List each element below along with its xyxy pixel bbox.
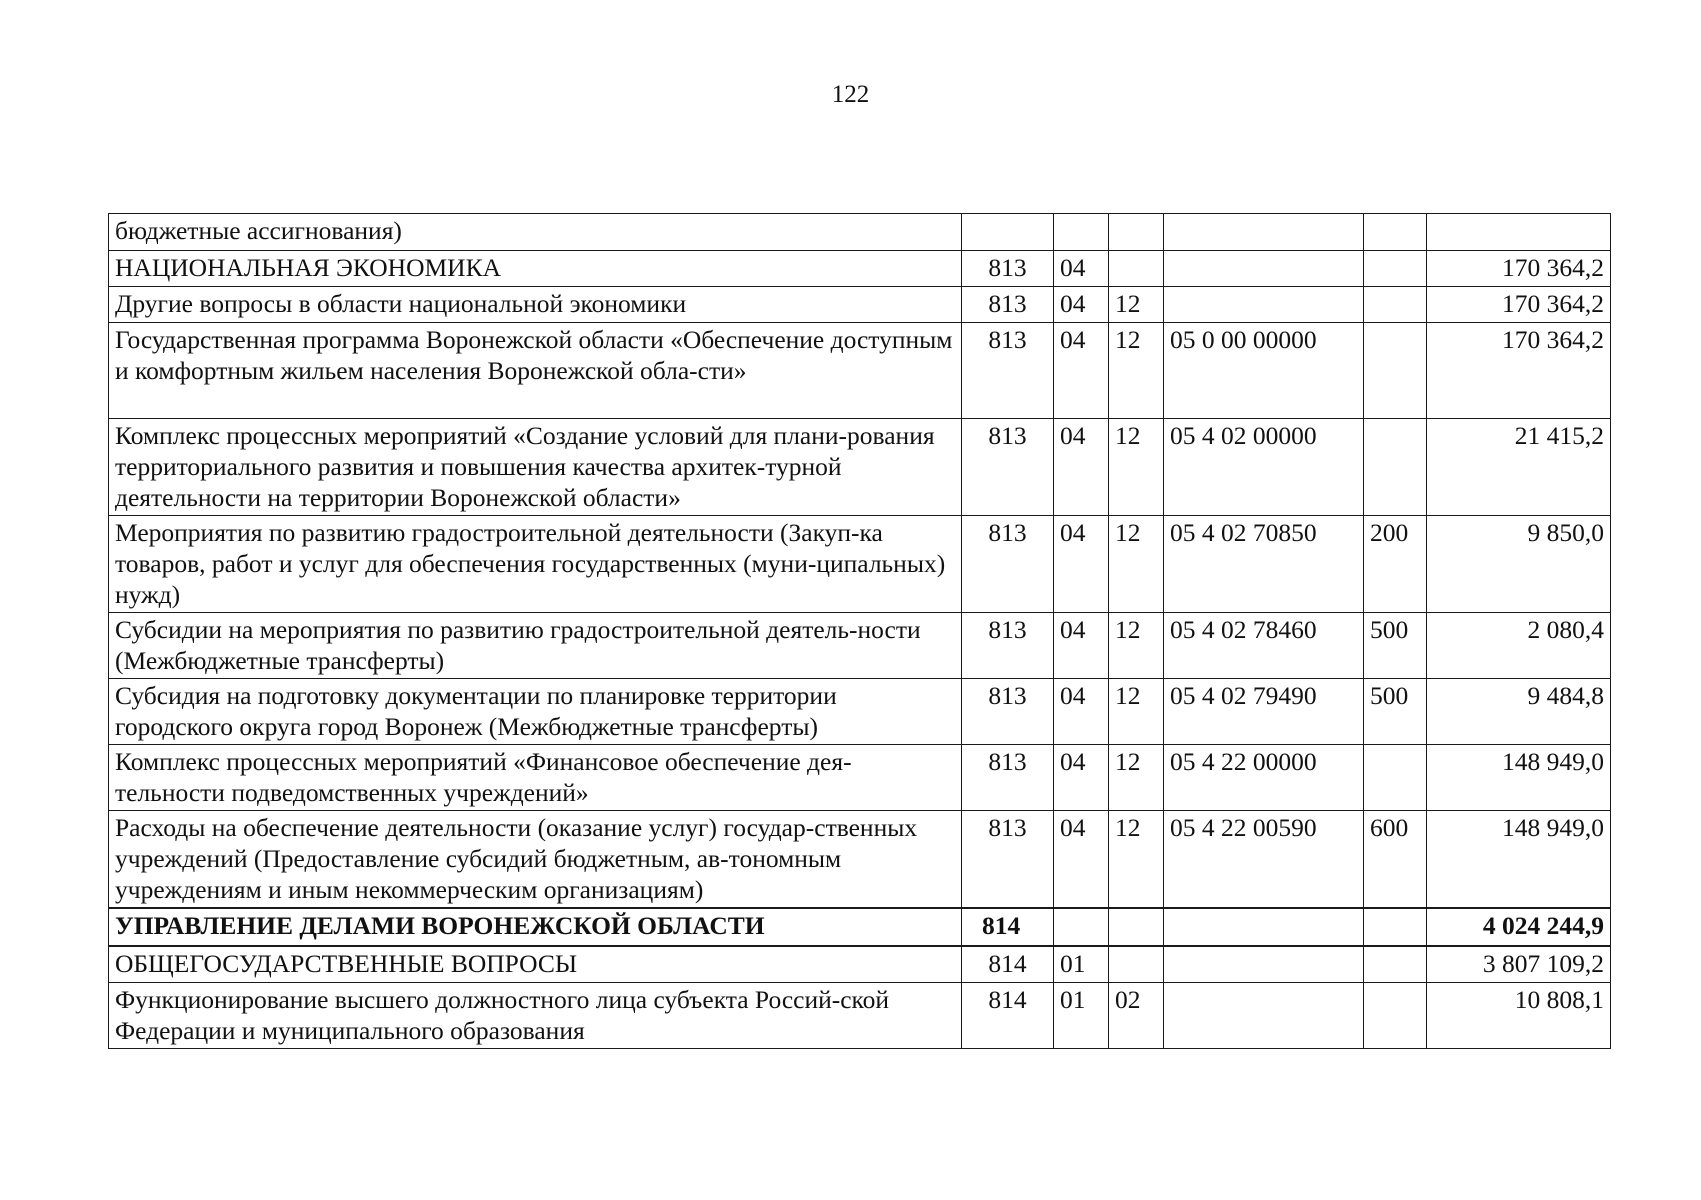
row-expense-type-cell bbox=[1364, 419, 1427, 516]
table-row bbox=[109, 946, 1611, 982]
row-sum-cell: 9 484,8 bbox=[1427, 679, 1611, 745]
row-section-cell bbox=[1054, 214, 1109, 251]
row-sum-cell: 9 850,0 bbox=[1427, 516, 1611, 613]
table-row bbox=[109, 287, 1611, 323]
row-name-cell: Субсидия на подготовку документации по планировке территории городского округа город Воронеж (Межбюджетные трансферты) bbox=[109, 679, 962, 745]
row-section-cell: 04 bbox=[1054, 613, 1109, 679]
row-subsection-cell: 02 bbox=[1109, 982, 1164, 1048]
row-sum-cell: 148 949,0 bbox=[1427, 811, 1611, 909]
row-name-cell: УПРАВЛЕНИЕ ДЕЛАМИ ВОРОНЕЖСКОЙ ОБЛАСТИ bbox=[109, 908, 962, 946]
row-target-article-cell: 05 4 22 00590 bbox=[1164, 811, 1364, 909]
row-sum-cell bbox=[1427, 214, 1611, 251]
row-section-cell: 01 bbox=[1054, 946, 1109, 982]
row-subsection-cell bbox=[1109, 251, 1164, 287]
row-name-cell: бюджетные ассигнования) bbox=[109, 214, 962, 251]
row-name-cell: Другие вопросы в области национальной экономики bbox=[109, 287, 962, 323]
row-code-cell: 813 bbox=[962, 745, 1054, 811]
row-subsection-cell: 12 bbox=[1109, 516, 1164, 613]
table-row bbox=[109, 613, 1611, 679]
row-target-article-cell: 05 4 02 70850 bbox=[1164, 516, 1364, 613]
budget-table bbox=[108, 213, 1611, 1049]
row-section-cell: 04 bbox=[1054, 419, 1109, 516]
row-code-cell: 813 bbox=[962, 419, 1054, 516]
row-code-cell: 813 bbox=[962, 287, 1054, 323]
row-sum-cell: 2 080,4 bbox=[1427, 613, 1611, 679]
table-row bbox=[109, 214, 1611, 251]
row-name-cell: Государственная программа Воронежской области «Обеспечение доступным и комфортным жильем населения Воронежской обла-сти» bbox=[109, 323, 962, 419]
row-section-cell: 04 bbox=[1054, 287, 1109, 323]
row-code-cell: 813 bbox=[962, 516, 1054, 613]
row-expense-type-cell: 600 bbox=[1364, 811, 1427, 909]
table-row bbox=[109, 811, 1611, 909]
row-subsection-cell bbox=[1109, 946, 1164, 982]
row-subsection-cell: 12 bbox=[1109, 613, 1164, 679]
row-code-cell: 813 bbox=[962, 323, 1054, 419]
row-subsection-cell: 12 bbox=[1109, 745, 1164, 811]
row-target-article-cell: 05 4 02 79490 bbox=[1164, 679, 1364, 745]
row-name-cell: НАЦИОНАЛЬНАЯ ЭКОНОМИКА bbox=[109, 251, 962, 287]
row-name-cell: Субсидии на мероприятия по развитию градостроительной деятель-ности (Межбюджетные трансферты) bbox=[109, 613, 962, 679]
row-subsection-cell: 12 bbox=[1109, 811, 1164, 909]
row-sum-cell: 4 024 244,9 bbox=[1427, 908, 1611, 946]
table-row bbox=[109, 419, 1611, 516]
row-code-cell: 814 bbox=[962, 946, 1054, 982]
row-code-cell: 814 bbox=[962, 982, 1054, 1048]
row-target-article-cell bbox=[1164, 214, 1364, 251]
table-row bbox=[109, 251, 1611, 287]
table-row bbox=[109, 982, 1611, 1048]
row-code-cell bbox=[962, 214, 1054, 251]
row-sum-cell: 21 415,2 bbox=[1427, 419, 1611, 516]
row-expense-type-cell bbox=[1364, 908, 1427, 946]
row-expense-type-cell: 200 bbox=[1364, 516, 1427, 613]
row-sum-cell: 3 807 109,2 bbox=[1427, 946, 1611, 982]
row-section-cell: 01 bbox=[1054, 982, 1109, 1048]
row-name-cell: ОБЩЕГОСУДАРСТВЕННЫЕ ВОПРОСЫ bbox=[109, 946, 962, 982]
row-code-cell: 813 bbox=[962, 251, 1054, 287]
row-expense-type-cell bbox=[1364, 323, 1427, 419]
table-body bbox=[109, 214, 1611, 1049]
row-target-article-cell bbox=[1164, 982, 1364, 1048]
table-row bbox=[109, 516, 1611, 613]
page-number: 122 bbox=[831, 81, 870, 108]
row-target-article-cell bbox=[1164, 908, 1364, 946]
row-section-cell: 04 bbox=[1054, 745, 1109, 811]
row-name-cell: Комплекс процессных мероприятий «Финансовое обеспечение дея-тельности подведомственных учреждений» bbox=[109, 745, 962, 811]
row-section-cell: 04 bbox=[1054, 679, 1109, 745]
row-code-cell: 813 bbox=[962, 613, 1054, 679]
row-code-cell: 814 bbox=[962, 908, 1054, 946]
row-target-article-cell: 05 0 00 00000 bbox=[1164, 323, 1364, 419]
row-expense-type-cell: 500 bbox=[1364, 613, 1427, 679]
row-name-cell: Комплекс процессных мероприятий «Создание условий для плани-рования территориального развития и повышения качества архитек-турной деятельности на территории Воронежской области» bbox=[109, 419, 962, 516]
table-row bbox=[109, 323, 1611, 419]
row-expense-type-cell bbox=[1364, 287, 1427, 323]
table-row bbox=[109, 908, 1611, 946]
row-target-article-cell: 05 4 02 78460 bbox=[1164, 613, 1364, 679]
row-sum-cell: 170 364,2 bbox=[1427, 287, 1611, 323]
row-sum-cell: 170 364,2 bbox=[1427, 323, 1611, 419]
row-code-cell: 813 bbox=[962, 811, 1054, 909]
row-expense-type-cell: 500 bbox=[1364, 679, 1427, 745]
row-name-cell: Мероприятия по развитию градостроительной деятельности (Закуп-ка товаров, работ и услуг для обеспечения государственных (муни-ципальных) нужд) bbox=[109, 516, 962, 613]
row-subsection-cell: 12 bbox=[1109, 679, 1164, 745]
row-target-article-cell bbox=[1164, 287, 1364, 323]
row-sum-cell: 170 364,2 bbox=[1427, 251, 1611, 287]
row-code-cell: 813 bbox=[962, 679, 1054, 745]
row-subsection-cell bbox=[1109, 214, 1164, 251]
row-target-article-cell bbox=[1164, 251, 1364, 287]
row-subsection-cell: 12 bbox=[1109, 419, 1164, 516]
table-row bbox=[109, 679, 1611, 745]
row-name-cell: Расходы на обеспечение деятельности (оказание услуг) государ-ственных учреждений (Предоставление субсидий бюджетным, ав-тономным учреждениям и иным некоммерческим организациям) bbox=[109, 811, 962, 909]
row-section-cell: 04 bbox=[1054, 323, 1109, 419]
row-subsection-cell: 12 bbox=[1109, 323, 1164, 419]
row-section-cell bbox=[1054, 908, 1109, 946]
row-target-article-cell bbox=[1164, 946, 1364, 982]
row-target-article-cell: 05 4 02 00000 bbox=[1164, 419, 1364, 516]
row-expense-type-cell bbox=[1364, 982, 1427, 1048]
row-section-cell: 04 bbox=[1054, 251, 1109, 287]
row-subsection-cell bbox=[1109, 908, 1164, 946]
row-expense-type-cell bbox=[1364, 946, 1427, 982]
row-expense-type-cell bbox=[1364, 745, 1427, 811]
row-expense-type-cell bbox=[1364, 251, 1427, 287]
row-name-cell: Функционирование высшего должностного лица субъекта Россий-ской Федерации и муниципального образования bbox=[109, 982, 962, 1048]
row-sum-cell: 10 808,1 bbox=[1427, 982, 1611, 1048]
row-sum-cell: 148 949,0 bbox=[1427, 745, 1611, 811]
row-subsection-cell: 12 bbox=[1109, 287, 1164, 323]
row-section-cell: 04 bbox=[1054, 516, 1109, 613]
row-expense-type-cell bbox=[1364, 214, 1427, 251]
table-row bbox=[109, 745, 1611, 811]
row-target-article-cell: 05 4 22 00000 bbox=[1164, 745, 1364, 811]
row-section-cell: 04 bbox=[1054, 811, 1109, 909]
